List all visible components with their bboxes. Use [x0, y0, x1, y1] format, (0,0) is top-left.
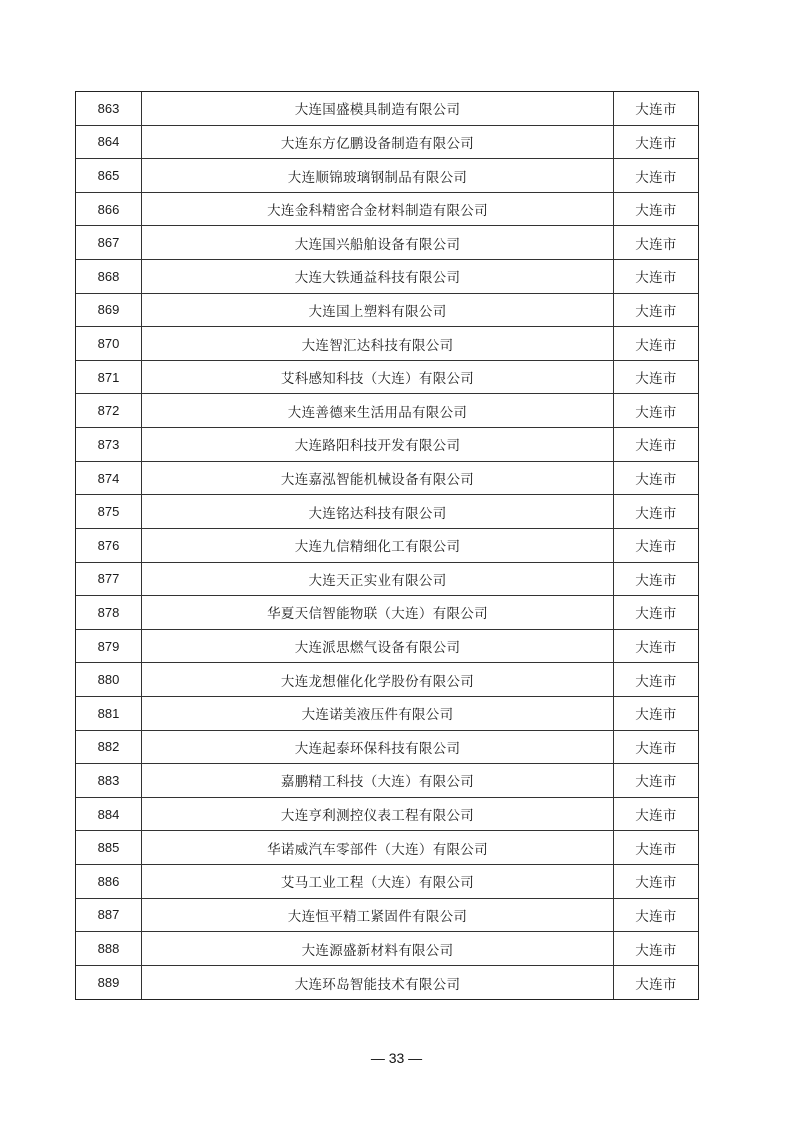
- company-name: 大连智汇达科技有限公司: [142, 327, 614, 360]
- city-name: 大连市: [635, 539, 677, 556]
- city-name: 大连市: [635, 371, 677, 388]
- company-name: 华夏天信智能物联（大连）有限公司: [142, 596, 614, 629]
- city-name: 大连市: [635, 169, 677, 186]
- company-name: 大连龙想催化化学股份有限公司: [142, 663, 614, 696]
- city-name: 大连市: [635, 707, 677, 724]
- row-number: 872: [76, 394, 142, 427]
- company-name: 大连亨利测控仪表工程有限公司: [142, 798, 614, 831]
- table-row: [76, 663, 698, 697]
- city-name: 大连市: [635, 472, 677, 488]
- city-name: 大连市: [635, 774, 677, 791]
- company-table: [75, 91, 699, 1000]
- table-row: [76, 394, 698, 428]
- city-name: 大连市: [635, 303, 677, 320]
- row-number: 870: [76, 327, 142, 360]
- city-name: 大连市: [635, 102, 677, 119]
- table-row: [76, 596, 698, 630]
- city-name: 大连市: [635, 135, 677, 152]
- city-name: 大连市: [635, 270, 677, 287]
- row-number: 888: [76, 932, 142, 965]
- table-row: [76, 462, 698, 496]
- city-name: 大连市: [635, 976, 677, 993]
- table-row: [76, 159, 698, 193]
- company-name: 大连诺美液压件有限公司: [142, 697, 614, 730]
- table-row: [76, 798, 698, 832]
- row-number: 871: [76, 361, 142, 394]
- table-row: [76, 327, 698, 361]
- row-number: 867: [76, 226, 142, 259]
- company-name: 大连嘉泓智能机械设备有限公司: [142, 462, 614, 495]
- table-row: [76, 226, 698, 260]
- row-number: 879: [76, 630, 142, 663]
- table-row: [76, 932, 698, 966]
- city-name: 大连市: [635, 438, 677, 455]
- table-row: [76, 428, 698, 462]
- city-name: 大连市: [635, 572, 677, 589]
- city-name: 大连市: [635, 505, 677, 522]
- company-name: 大连起泰环保科技有限公司: [142, 731, 614, 764]
- table-row: [76, 865, 698, 899]
- company-name: 大连恒平精工紧固件有限公司: [142, 899, 614, 932]
- row-number: 885: [76, 831, 142, 864]
- company-name: 大连环岛智能技术有限公司: [142, 966, 614, 1000]
- city-name: 大连市: [635, 908, 677, 925]
- table-row: [76, 899, 698, 933]
- table-row: [76, 294, 698, 328]
- row-number: 866: [76, 193, 142, 226]
- row-number: 887: [76, 899, 142, 932]
- table-row: [76, 361, 698, 395]
- company-name: 大连善德来生活用品有限公司: [142, 394, 614, 427]
- company-name: 大连派思燃气设备有限公司: [142, 630, 614, 663]
- row-number: 881: [76, 697, 142, 730]
- table-row: [76, 563, 698, 597]
- city-name: 大连市: [635, 841, 677, 858]
- city-name: 大连市: [635, 203, 677, 220]
- row-number: 880: [76, 663, 142, 696]
- row-number: 877: [76, 563, 142, 596]
- company-name: 大连东方亿鹏设备制造有限公司: [142, 126, 614, 159]
- company-name: 艾马工业工程（大连）有限公司: [142, 865, 614, 898]
- row-number: 886: [76, 865, 142, 898]
- row-number: 868: [76, 260, 142, 293]
- city-name: 大连市: [635, 606, 677, 623]
- table-row: [76, 831, 698, 865]
- page-number: — 33 —: [370, 1050, 423, 1066]
- table-row: [76, 529, 698, 563]
- row-number: 864: [76, 126, 142, 159]
- city-name: 大连市: [635, 875, 677, 892]
- row-number: 869: [76, 294, 142, 327]
- row-number: 876: [76, 529, 142, 562]
- company-name: 大连金科精密合金材料制造有限公司: [142, 193, 614, 226]
- table-row: [76, 495, 698, 529]
- company-name: 大连大铁通益科技有限公司: [142, 260, 614, 293]
- company-name: 大连路阳科技开发有限公司: [142, 428, 614, 461]
- row-number: 882: [76, 731, 142, 764]
- company-name: 嘉鹏精工科技（大连）有限公司: [142, 764, 614, 797]
- table-row: [76, 731, 698, 765]
- company-name: 大连九信精细化工有限公司: [142, 529, 614, 562]
- company-name: 华诺威汽车零部件（大连）有限公司: [142, 831, 614, 864]
- city-name: 大连市: [635, 808, 677, 825]
- row-number: 884: [76, 798, 142, 831]
- city-name: 大连市: [635, 640, 677, 657]
- table-row: [76, 630, 698, 664]
- table-row: [76, 966, 698, 1000]
- table-row: [76, 260, 698, 294]
- row-number: 865: [76, 159, 142, 192]
- city-name: 大连市: [635, 740, 677, 757]
- company-name: 大连国上塑料有限公司: [142, 294, 614, 327]
- row-number: 874: [76, 462, 142, 495]
- company-name: 艾科感知科技（大连）有限公司: [142, 361, 614, 394]
- table-row: [76, 193, 698, 227]
- company-name: 大连天正实业有限公司: [142, 563, 614, 596]
- city-name: 大连市: [635, 404, 677, 421]
- company-name: 大连国盛模具制造有限公司: [142, 92, 614, 125]
- table-row: [76, 126, 698, 160]
- row-number: 863: [76, 92, 142, 125]
- company-name: 大连铭达科技有限公司: [142, 495, 614, 528]
- row-number: 878: [76, 596, 142, 629]
- table-row: [76, 697, 698, 731]
- row-number: 889: [76, 966, 142, 1000]
- table-row: [76, 92, 698, 126]
- city-name: 大连市: [635, 236, 677, 253]
- company-name: 大连顺锦玻璃钢制品有限公司: [142, 159, 614, 192]
- row-number: 875: [76, 495, 142, 528]
- company-name: 大连源盛新材料有限公司: [142, 932, 614, 965]
- city-name: 大连市: [635, 673, 677, 690]
- city-name: 大连市: [635, 942, 677, 959]
- row-number: 873: [76, 428, 142, 461]
- row-number: 883: [76, 764, 142, 797]
- company-name: 大连国兴船舶设备有限公司: [142, 226, 614, 259]
- city-name: 大连市: [635, 337, 677, 354]
- table-row: [76, 764, 698, 798]
